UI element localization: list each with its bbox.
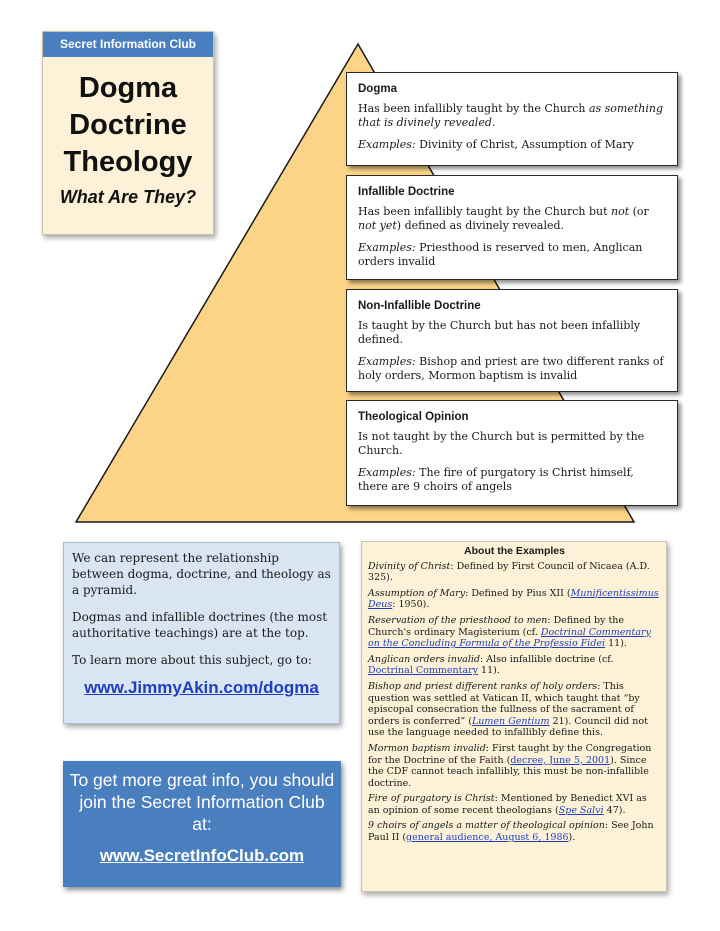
example-reference-link[interactable]: general audience, August 6, 1986 [406, 832, 569, 844]
level-description: Has been infallibly taught by the Church as something that is divinely revealed. [358, 102, 664, 129]
title-line-doctrine: Doctrine [69, 109, 187, 141]
title-line-dogma: Dogma [78, 72, 178, 104]
info-box [63, 542, 340, 724]
info-paragraph: Dogmas and infallible doctrines (the most authoritative teachings) are at the top. [72, 610, 328, 640]
example-reference-link[interactable]: Lumen Gentium [472, 715, 550, 727]
info-paragraph: To learn more about this subject, go to: [72, 653, 312, 667]
level-heading: Theological Opinion [358, 411, 469, 423]
about-examples-heading: About the Examples [464, 545, 565, 557]
example-entry: Fire of purgatory is Christ: Mentioned by Benedict XVI as an opinion of some recent theologians (Spe Salvi 47). [368, 793, 647, 816]
example-entry: Mormon baptism invalid: First taught by the Congregation for the Doctrine of the Faith (decree, June 5, 2001). Since the CDF cannot teach infallibly, this must be non-infallible doctrine. [368, 742, 652, 789]
title-card [42, 31, 214, 235]
level-examples: Examples: The fire of purgatory is Christ himself, there are 9 choirs of angels [358, 466, 634, 493]
example-entry: Anglican orders invalid: Also infallible doctrine (cf. Doctrinal Commentary 11). [368, 653, 614, 677]
cta-text: To get more great info, you should join the Secret Information Club at: [69, 770, 335, 834]
level-heading: Infallible Doctrine [358, 186, 455, 198]
example-entry: 9 choirs of angels a matter of theological opinion: See John Paul II (general audience, August 6, 1986). [368, 820, 654, 844]
level-dogma-box [346, 72, 678, 166]
cta-box [63, 761, 341, 887]
level-examples: Examples: Priesthood is reserved to men, Anglican orders invalid [358, 241, 643, 268]
about-examples-box [361, 541, 667, 892]
level-heading: Non-Infallible Doctrine [358, 300, 481, 312]
example-reference-link[interactable]: Munificentissimus Deus [368, 587, 659, 611]
title-subtitle: What Are They? [59, 187, 197, 207]
examples-list [368, 561, 661, 844]
level-non-infallible-doctrine-box [346, 289, 678, 392]
info-paragraph: We can represent the relationship between dogma, doctrine, and theology as a pyramid. [72, 551, 331, 597]
example-reference-link[interactable]: Spe Salvi [558, 804, 604, 816]
level-description: Is taught by the Church but has not been infallibly defined. [358, 319, 641, 346]
title-line-theology: Theology [63, 146, 193, 178]
example-reference-link[interactable]: Doctrinal Commentary on the Concluding Formula of the Professio Fidei [368, 626, 651, 650]
example-reference-link[interactable]: Doctrinal Commentary [368, 665, 479, 677]
example-reference-link[interactable]: decree, June 5, 2001 [510, 754, 611, 766]
secretinfoclub-link[interactable]: www.SecretInfoClub.com [99, 846, 305, 865]
jimmyakin-link[interactable]: www.JimmyAkin.com/dogma [84, 678, 319, 697]
level-description: Is not taught by the Church but is permitted by the Church. [358, 430, 645, 457]
level-infallible-doctrine-box [346, 175, 678, 280]
example-entry: Reservation of the priesthood to men: Defined by the Church's ordinary Magisterium (cf. Doctrinal Commentary on the Concluding Formula of the Professio Fidei 11). [368, 614, 651, 650]
level-examples: Examples: Bishop and priest are two different ranks of holy orders, Mormon baptism is invalid [358, 355, 664, 382]
example-entry: Assumption of Mary: Defined by Pius XII (Munificentissimus Deus: 1950). [368, 587, 659, 611]
club-name-band: Secret Information Club [43, 32, 213, 57]
level-description: Has been infallibly taught by the Church but not (or not yet) defined as divinely revealed. [358, 205, 649, 232]
level-theological-opinion-box [346, 400, 678, 506]
level-heading: Dogma [358, 83, 397, 95]
example-entry: Divinity of Christ: Defined by First Council of Nicaea (A.D. 325). [368, 560, 650, 584]
level-examples: Examples: Divinity of Christ, Assumption of Mary [358, 138, 634, 151]
example-entry: Bishop and priest different ranks of holy orders: This question was settled at Vatican II, which taught that “by episcopal consecration the fullness of the sacrament of orders is conferred” (Lumen Gentium 21). Council did not use the language needed to infallibly define this. [368, 680, 648, 739]
